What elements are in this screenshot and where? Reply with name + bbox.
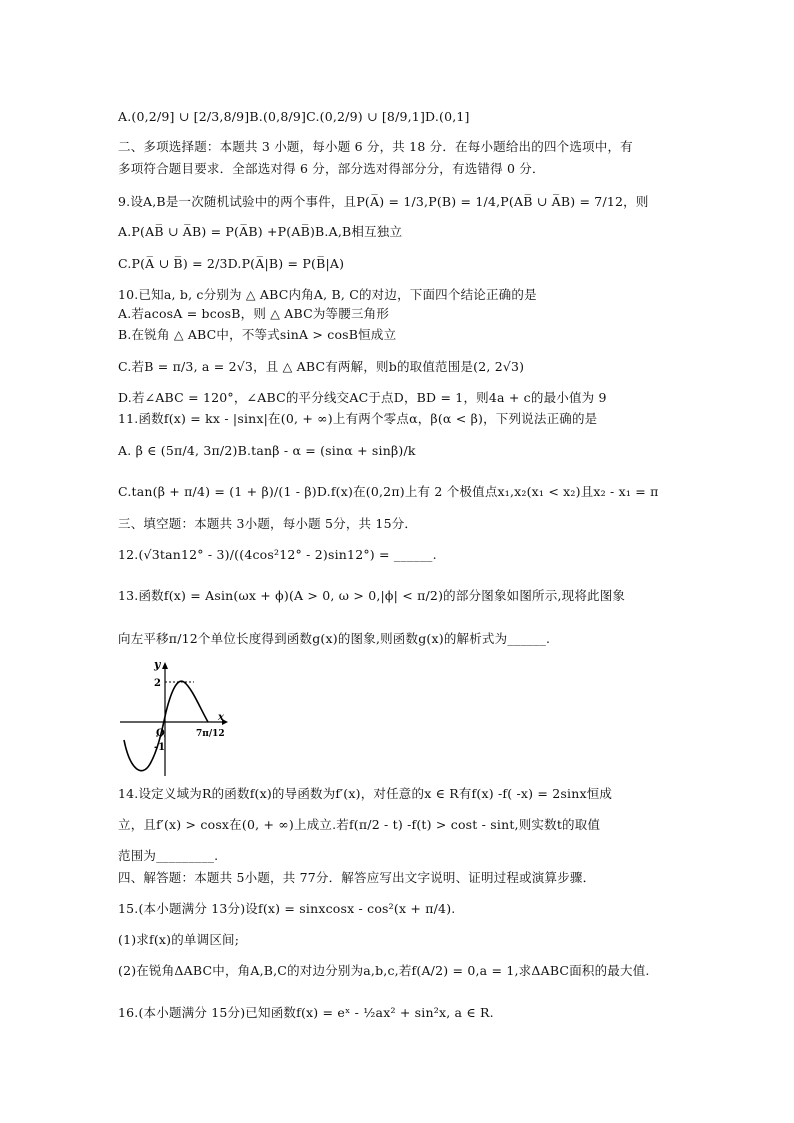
origin-label: O — [156, 728, 165, 739]
q10-option-c: C.若B = π/3, a = 2√3，且 △ ABC有两解，则b的取值范围是(2, 2√3) — [118, 359, 525, 374]
q9-stem: 9.设A,B是一次随机试验中的两个事件，且P(A̅) = 1/3,P(B) = 1/4,P(AB̅ ∪ A̅B) = 7/12，则 — [118, 194, 649, 209]
q15-stem: 15.(本小题满分 13分)设f(x) = sinxcosx - cos²(x + π/4). — [118, 901, 456, 916]
q16-stem: 16.(本小题满分 15分)已知函数f(x) = eˣ - ½ax² + sin²x, a ∈ R. — [118, 1005, 494, 1020]
q11-options-ab: A. β ∈ (5π/4, 3π/2)B.tanβ - α = (sinα + sinβ)/k — [118, 443, 416, 458]
q14-stem: 14.设定义域为R的函数f(x)的导函数为f′(x)，对任意的x ∈ R有f(x) -f( -x) = 2sinx恒成 — [118, 786, 613, 801]
y-axis-arrow-icon — [162, 662, 168, 669]
q14-condition: 立，且f′(x) > cosx在(0, + ∞)上成立.若f(π/2 - t) -f(t) > cost - sint,则实数t的取值 — [118, 817, 601, 832]
x-tick-label: 7π/12 — [196, 729, 225, 739]
sine-curve — [124, 681, 208, 771]
section-2-instructions: 多项符合题目要求．全部选对得 6 分，部分选对得部分分，有选错得 0 分． — [118, 161, 545, 176]
q14-answer-blank: 范围为_________. — [118, 848, 219, 863]
q11-stem: 11.函数f(x) = kx - |sinx|在(0, + ∞)上有两个零点α，β(α < β)，下列说法正确的是 — [118, 411, 598, 426]
y-axis-label: y — [154, 660, 161, 671]
q10-option-b: B.在锐角 △ ABC中，不等式sinA > cosB恒成立 — [118, 327, 397, 342]
x-axis-label: x — [218, 712, 224, 723]
q10-stem: 10.已知a, b, c分别为 △ ABC内角A, B, C的对边，下面四个结论正确的是 — [118, 287, 537, 302]
section-3-heading: 三、填空题：本题共 3小题，每小题 5分，共 15分． — [118, 516, 418, 531]
q12: 12.(√3tan12° - 3)/((4cos²12° - 2)sin12°) = ______. — [118, 547, 437, 562]
q11-options-cd: C.tan(β + π/4) = (1 + β)/(1 - β)D.f(x)在(0,2π)上有 2 个极值点x₁,x₂(x₁ < x₂)且x₂ - x₁ = π — [118, 484, 659, 499]
q8-options: A.(0,2/9] ∪ [2/3,8/9]B.(0,8/9]C.(0,2/9) ∪ [8/9,1]D.(0,1] — [118, 109, 470, 124]
q10-option-d: D.若∠ABC = 120°，∠ABC的平分线交AC于点D，BD = 1，则4a + c的最小值为 9 — [118, 390, 607, 405]
section-2-heading: 二、多项选择题：本题共 3 小题，每小题 6 分，共 18 分．在每小题给出的四个选项中，有 — [118, 139, 633, 154]
max-value-label: 2 — [154, 678, 161, 689]
q13-question: 向左平移π/12个单位长度得到函数g(x)的图象,则函数g(x)的解析式为______. — [118, 631, 551, 646]
q9-options-cd: C.P(A̅ ∪ B̅) = 2/3D.P(A̅|B) = P(B̅|A) — [118, 256, 345, 271]
q15-part-1: (1)求f(x)的单调区间; — [118, 932, 240, 947]
q13-stem: 13.函数f(x) = Asin(ωx + ϕ)(A > 0, ω > 0,|ϕ| < π/2)的部分图象如图所示,现将此图象 — [118, 588, 626, 603]
q10-option-a: A.若acosA = bcosB，则 △ ABC为等腰三角形 — [118, 306, 390, 321]
q9-options-ab: A.P(AB̅ ∪ A̅B) = P(A̅B) +P(AB̅)B.A,B相互独立 — [118, 224, 403, 239]
q15-part-2: (2)在锐角ΔABC中，角A,B,C的对边分别为a,b,c,若f(A/2) = 0,a = 1,求ΔABC面积的最大值. — [118, 963, 650, 978]
min-value-label: -1 — [154, 742, 166, 753]
q13-sine-graph — [118, 660, 228, 778]
section-4-heading: 四、解答题：本题共 5小题，共 77分．解答应写出文字说明、证明过程或演算步骤． — [118, 870, 596, 885]
